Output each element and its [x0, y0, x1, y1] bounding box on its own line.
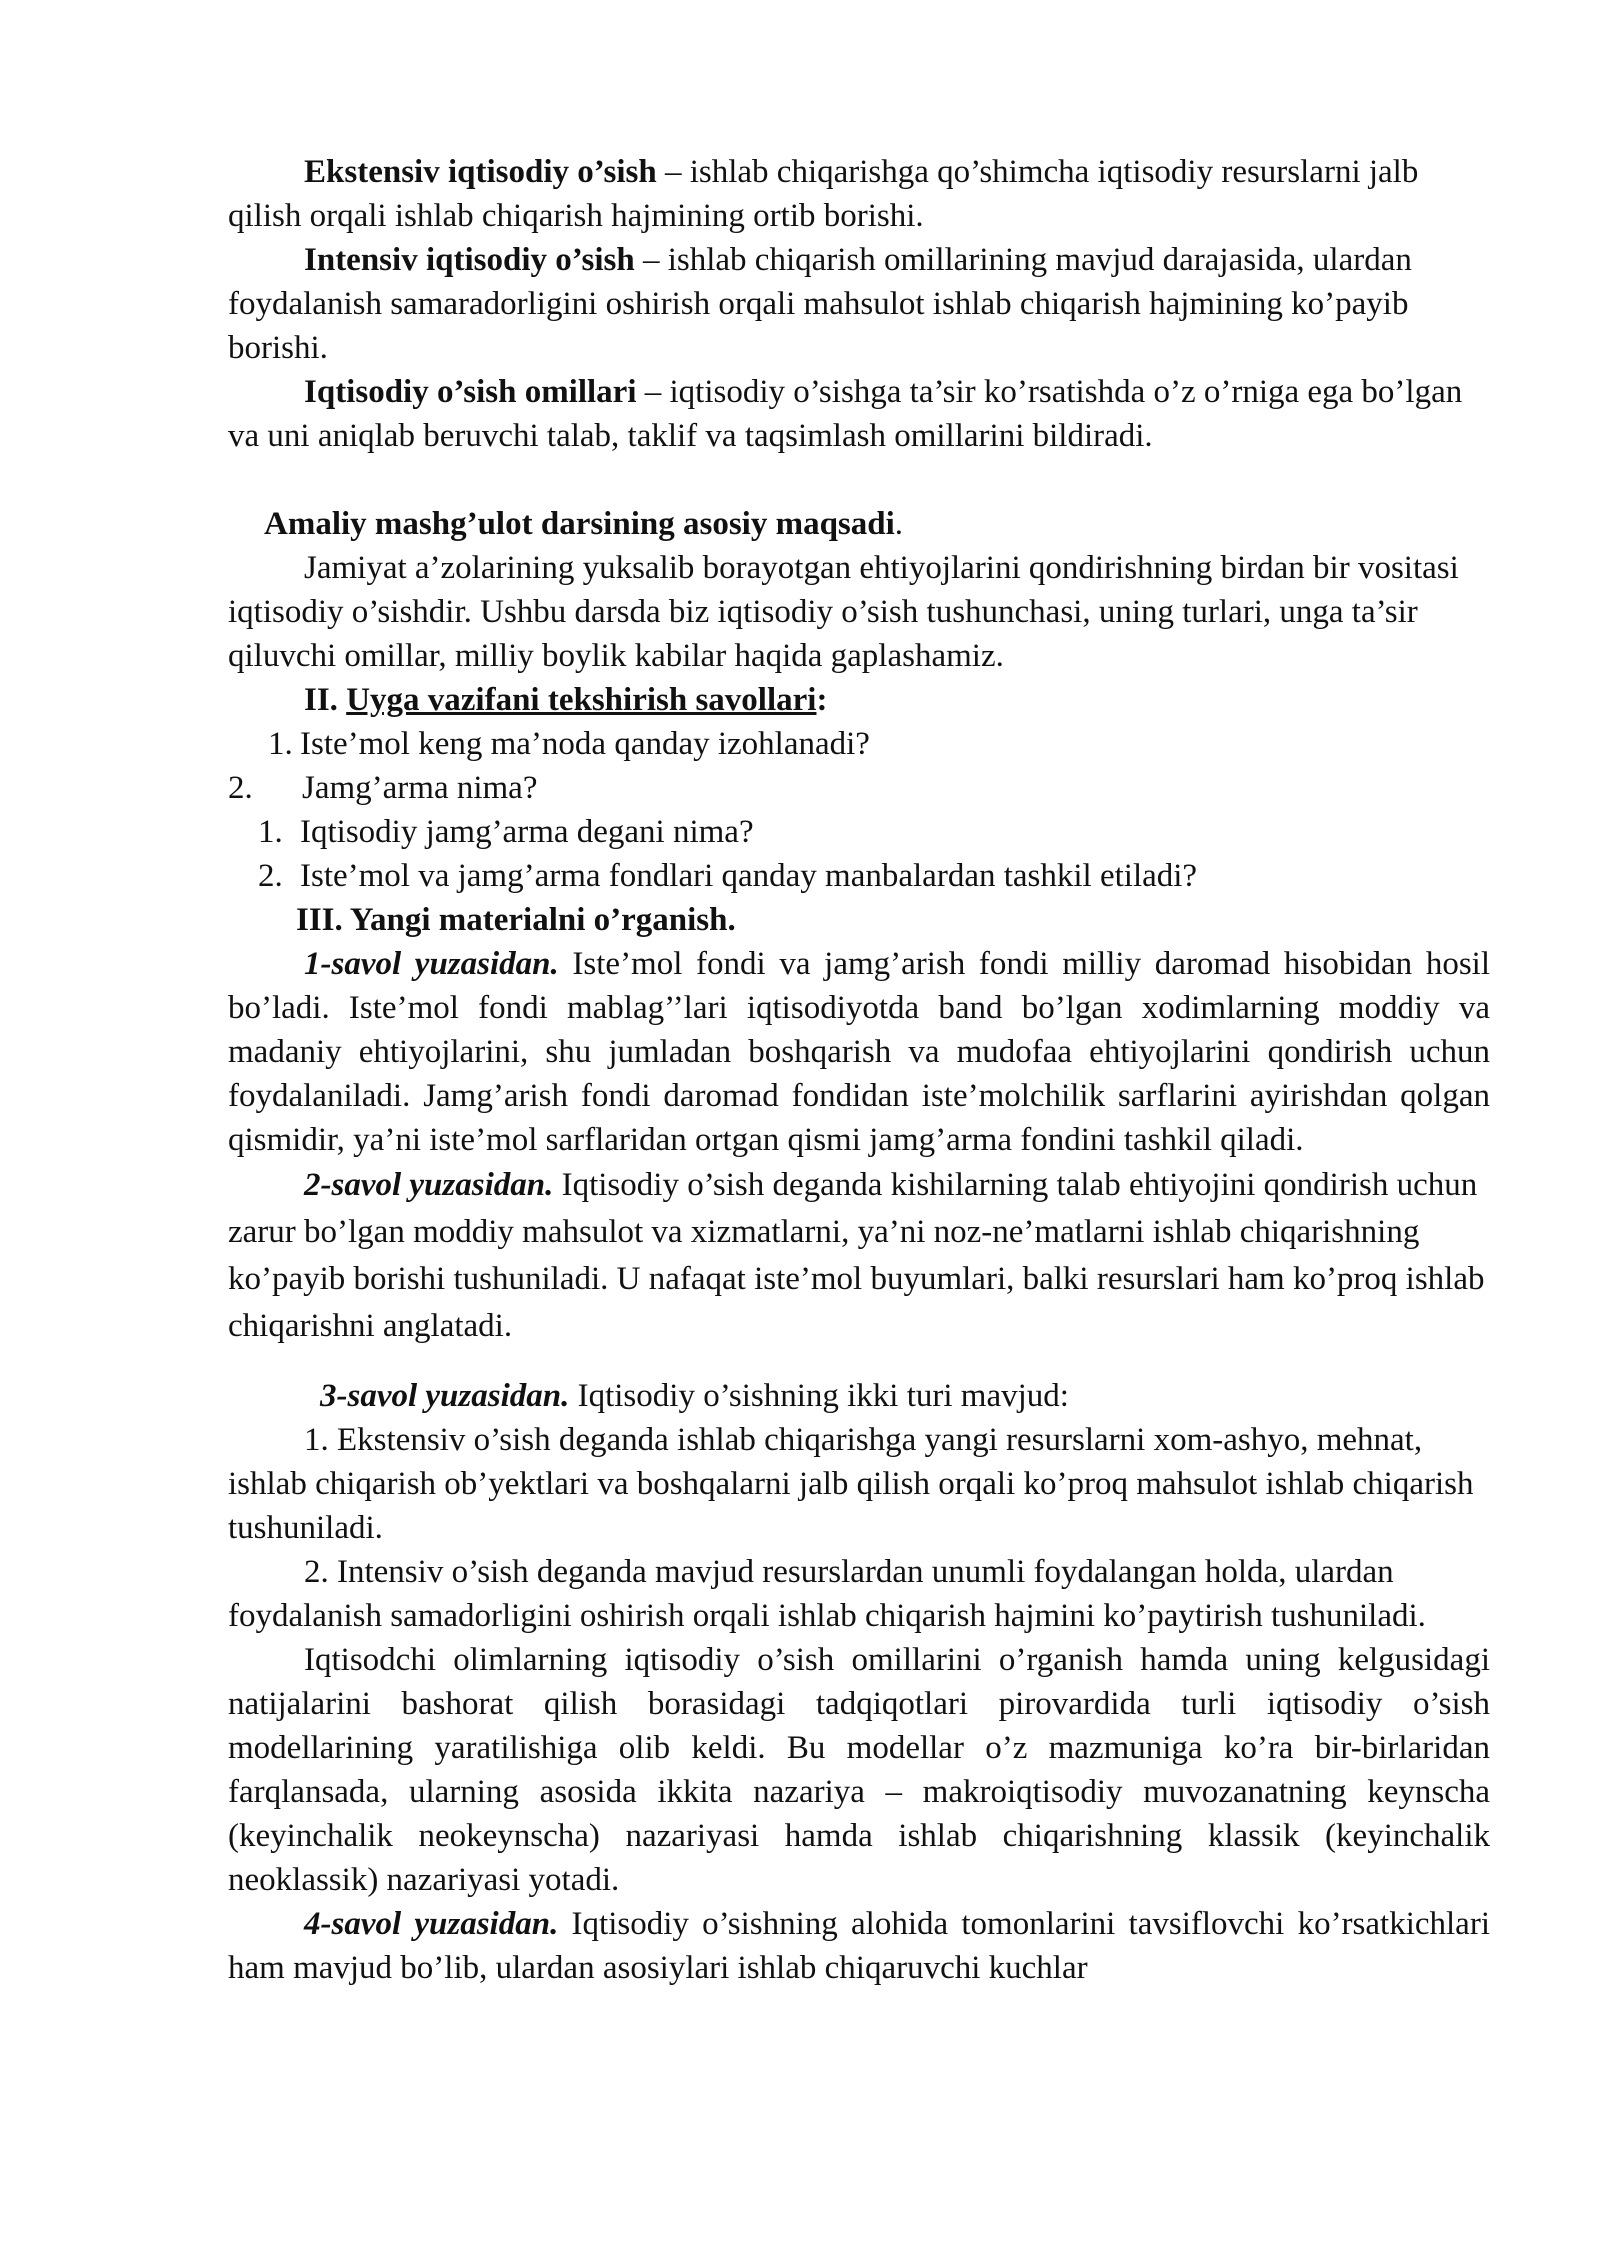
- purpose-heading-text: Amaliy mashg’ulot darsining asosiy maqsadi: [264, 506, 895, 542]
- section3-heading: [228, 898, 1490, 942]
- definition-text: – ishlab chiqarish omillarining mavjud darajasida, ulardan foydalanish samaradorligini oshirish orqali mahsulot ishlab chiqarish hajmining ko’payib borishi.: [228, 242, 1412, 366]
- definition-text: – ishlab chiqarishga qo’shimcha iqtisodiy resurslarni jalb qilish orqali ishlab chiqarish hajmining ortib borishi.: [228, 154, 1419, 234]
- section3-title: III. Yangi materialni o’rganish.: [296, 902, 736, 938]
- question-item: [228, 854, 1490, 898]
- definition-text: – iqtisodiy o’sishga ta’sir ko’rsatishda o’z o’rniga ega bo’lgan va uni aniqlab beruvchi talab, taklif va taqsimlash omillarini bildiradi.: [228, 374, 1463, 454]
- q4-text: Iqtisodiy o’sishning alohida tomonlarini tavsiflovchi ko’rsatkichlari ham mavjud bo’lib, ulardan asosiylari ishlab chiqaruvchi kuchlar: [228, 1906, 1490, 1986]
- section2-title: Uyga vazifani tekshirish savollari: [346, 682, 817, 718]
- purpose-paragraph: Jamiyat a’zolarining yuksalib borayotgan ehtiyojlarini qondirishning birdan bir vositasi iqtisodiy o’sishdir. Ushbu darsda biz iqtisodiy o’sish tushunchasi, uning turlari, unga ta’sir qiluvchi omillar, milliy boylik kabilar haqida gaplashamiz.: [228, 550, 1459, 674]
- q4-label: 4-savol yuzasidan.: [304, 1906, 559, 1942]
- q3-heading: [228, 1374, 1490, 1418]
- definition-term: Ekstensiv iqtisodiy o’sish: [304, 154, 657, 190]
- q2-paragraph: [228, 1162, 1490, 1350]
- q1-paragraph: [228, 942, 1490, 1162]
- definition-term: Iqtisodiy o’sish omillari: [304, 374, 637, 410]
- q3-item-1: 1. Ekstensiv o’sish deganda ishlab chiqarishga yangi resurslarni xom-ashyo, mehnat, ishlab chiqarish ob’yektlari va boshqalarni jalb qilish orqali ko’proq mahsulot ishlab chiqarish tushuniladi.: [228, 1422, 1474, 1546]
- purpose-heading: [228, 502, 1490, 546]
- section2-heading: [228, 678, 1490, 722]
- q3-label: 3-savol yuzasidan.: [320, 1378, 570, 1414]
- q3-text: Iqtisodiy o’sishning ikki turi mavjud:: [569, 1378, 1069, 1414]
- q2-label: 2-savol yuzasidan.: [304, 1167, 554, 1203]
- q1-text: Iste’mol fondi va jamg’arish fondi milliy daromad hisobidan hosil bo’ladi. Iste’mol fondi mablag’’lari iqtisodiyotda band bo’lgan xodimlarning moddiy va madaniy ehtiyojlarini, shu jumladan boshqarish va mudofaa ehtiyojlarini qondirish uchun foydalaniladi. Jamg’arish fondi daromad fondidan iste’molchilik sarflarini ayirishdan qolgan qismidir, ya’ni iste’mol sarflaridan ortgan qismi jamg’arma fondini tashkil qiladi.: [228, 946, 1490, 1158]
- definition-ekstensiv: [228, 150, 1490, 238]
- question-text: Jamg’arma nima?: [302, 770, 538, 806]
- question-number: 2.: [228, 770, 253, 806]
- q2-text: Iqtisodiy o’sish deganda kishilarning talab ehtiyojini qondirish uchun zarur bo’lgan moddiy mahsulot va xizmatlarni, ya’ni noz-ne’matlarni ishlab chiqarishning ko’payib borishi tushuniladi. U nafaqat iste’mol buyumlari, balki resurslari ham ko’proq ishlab chiqarishni anglatadi.: [228, 1167, 1485, 1344]
- section2-prefix: II.: [304, 682, 347, 718]
- question-item: [228, 722, 1490, 766]
- question-item: [228, 810, 1490, 854]
- question-text: Iqtisodiy jamg’arma degani nima?: [300, 814, 754, 850]
- definition-intensiv: [228, 238, 1490, 370]
- q3-paragraph: Iqtisodchi olimlarning iqtisodiy o’sish omillarini o’rganish hamda uning kelgusidagi natijalarini bashorat qilish borasidagi tadqiqotlari pirovardida turli iqtisodiy o’sish modellarining yaratilishiga olib keldi. Bu modellar o’z mazmuniga ko’ra bir-birlaridan farqlansada, ularning asosida ikkita nazariya – makroiqtisodiy muvozanatning keynscha (keyinchalik neokeynscha) nazariyasi hamda ishlab chiqarishning klassik (keyinchalik neoklassik) nazariyasi yotadi.: [228, 1642, 1490, 1898]
- q4-paragraph: [228, 1902, 1490, 1990]
- q3-item-2: 2. Intensiv o’sish deganda mavjud resurslardan unumli foydalangan holda, ulardan foydalanish samadorligini oshirish orqali ishlab chiqarish hajmini ko’paytirish tushuniladi.: [228, 1554, 1426, 1634]
- question-item: [228, 766, 1490, 810]
- section2-suffix: :: [816, 682, 828, 718]
- question-number: 1.: [268, 726, 293, 762]
- q1-label: 1-savol yuzasidan.: [304, 946, 559, 982]
- question-number: 1.: [258, 814, 283, 850]
- question-text: Iste’mol va jamg’arma fondlari qanday manbalardan tashkil etiladi?: [300, 858, 1198, 894]
- question-number: 2.: [258, 858, 283, 894]
- definition-term: Intensiv iqtisodiy o’sish: [304, 242, 635, 278]
- document-page: [228, 150, 1490, 1990]
- definition-omillar: [228, 370, 1490, 458]
- question-text: Iste’mol keng ma’noda qanday izohlanadi?: [300, 726, 870, 762]
- purpose-heading-end: .: [894, 506, 904, 542]
